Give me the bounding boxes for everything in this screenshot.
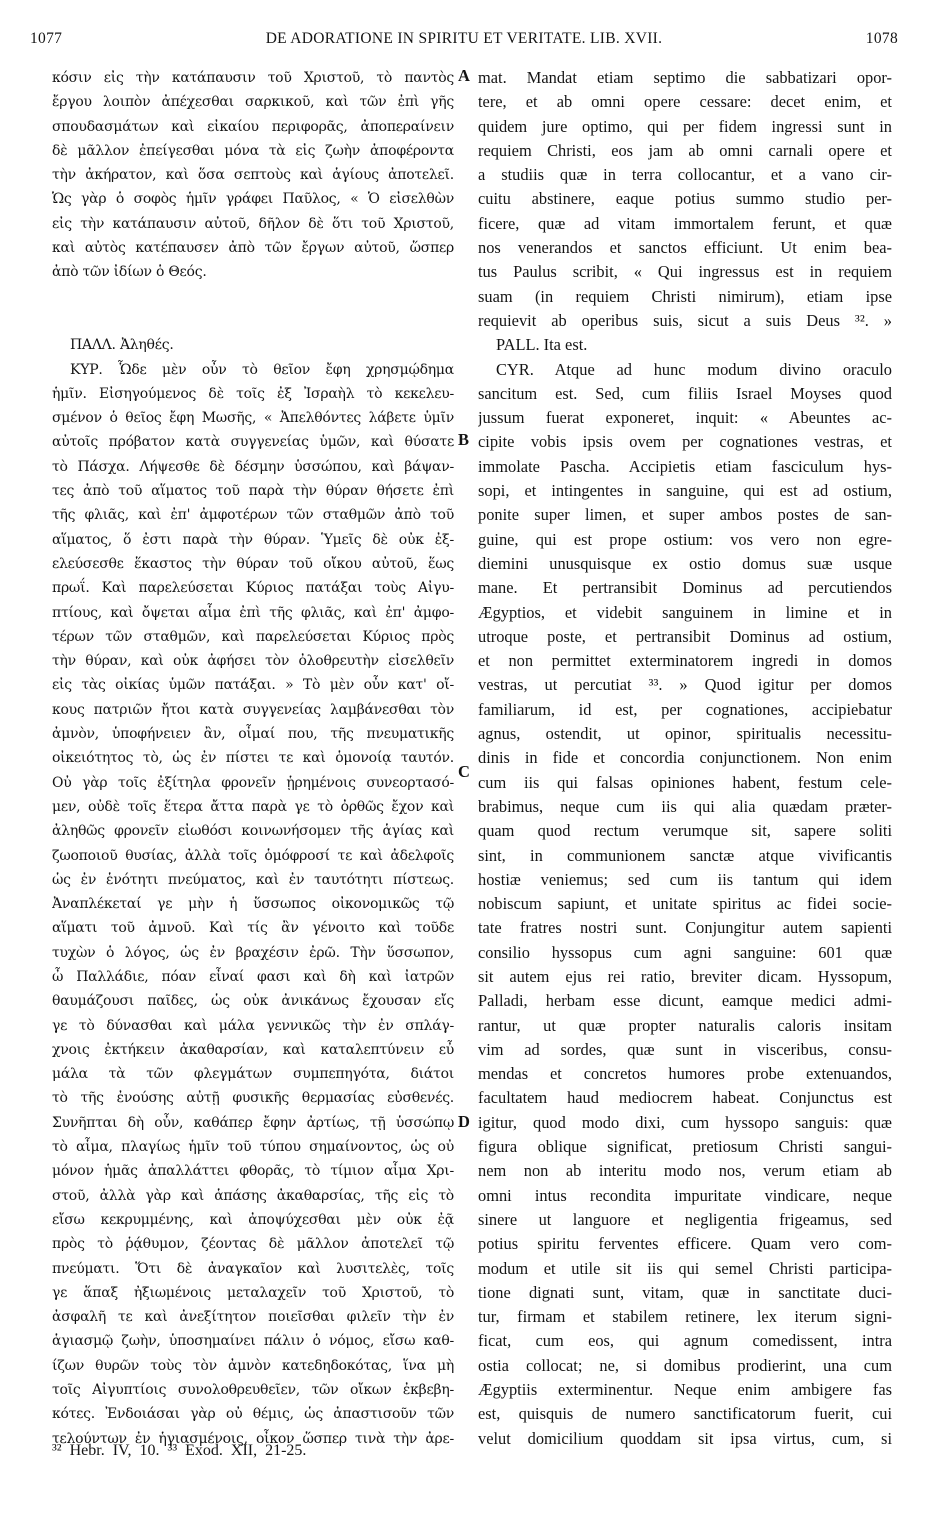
latin-text-line: a studiis quæ in terra collocantur, et a vano cir- bbox=[478, 165, 892, 185]
latin-text-line: ostia collocat; ne, si domibus prodierint, una cum bbox=[478, 1355, 892, 1375]
latin-text-line: CYR. Atque ad hunc modum divino oraculo bbox=[496, 359, 892, 379]
latin-text-line: est, quisquis de numero sanctificatorum fuerit, cui bbox=[478, 1404, 892, 1424]
greek-text-line: τυχὼν ὁ λόγος, ὡς ἐν βραχέσιν ἐρῶ. Τὴν ὕσσωπον, bbox=[52, 944, 454, 961]
latin-text-line: potius spiritu ferventes efficere. Quam vero com- bbox=[478, 1234, 892, 1254]
latin-text-line: igitur, quod modo dixi, cum hyssopo sanguis: quæ bbox=[478, 1112, 892, 1132]
latin-text-line: agnus, ostendit, ut opinor, spiritualis necessitu- bbox=[478, 724, 892, 744]
latin-text-line: tione dignati sunt, vitam, quæ in sanctitate duci- bbox=[478, 1282, 892, 1302]
greek-text-line: γε ἅπαξ ἠξιωμένοις μεταλαχεῖν τοῦ Χριστοῦ, τὸ bbox=[52, 1284, 454, 1301]
greek-text-line: πρὸς τὸ ῥᾴθυμον, ζέοντας δὲ μᾶλλον ἀποτελεῖ τῷ bbox=[52, 1236, 454, 1253]
greek-text-line: μόνον ἡμᾶς ἀπαλλάττει φθορᾶς, τὸ τίμιον αἷμα Χρι- bbox=[52, 1163, 454, 1180]
greek-text-line: τες ἀπὸ τοῦ αἵματος τοῦ παρὰ τὴν θύραν θήσετε ἐπὶ bbox=[52, 483, 454, 500]
latin-text-line: tur, firmam et stabilem retinere, lex iterum signi- bbox=[478, 1307, 892, 1327]
latin-text-line: sit autem ejus rei ratio, breviter dicam. Hyssopum, bbox=[478, 966, 892, 986]
greek-text-line: τὴν ἀκήρατον, καὶ ὅσα σεπτοὺς καὶ ἁγίους ἀποτελεῖ. bbox=[52, 167, 454, 184]
greek-column bbox=[52, 66, 454, 1451]
latin-text-line: diemini unusquisque ex ostio domus suæ usque bbox=[478, 553, 892, 573]
greek-text-line: αἵματος, ὅ ἐστι παρὰ τὴν θύραν. Ὑμεῖς δὲ οὐκ ἐξ- bbox=[52, 531, 454, 548]
running-title: DE ADORATIONE IN SPIRITU ET VERITATE. LIB. XVII. bbox=[265, 30, 663, 47]
greek-text-line: πρωΐ. Καὶ παρελεύσεται Κύριος πατάξαι τοὺς Αἰγυ- bbox=[52, 580, 454, 597]
latin-text-line: PALL. Ita est. bbox=[496, 335, 588, 355]
greek-text-line: ἀπὸ τῶν ἰδίων ὁ Θεός. bbox=[52, 264, 207, 281]
greek-text-line: τὴν θύραν, καὶ οὐκ ἀφήσει τὸν ὀλοθρευτὴν εἰσελθεῖν bbox=[52, 653, 454, 670]
latin-text-line: utroque poste, et pertransibit Dominus ad ostium, bbox=[478, 626, 892, 646]
latin-text-line: facultatem haud mediocrem habeat. Conjunctus est bbox=[478, 1088, 892, 1108]
latin-text-line: immolate Pascha. Accipietis etiam fasciculum hys- bbox=[478, 456, 892, 476]
greek-text-line: ἀμνὸν, ὑποφήνειεν ἂν, οἶμαί που, τῆς πνευματικῆς bbox=[52, 726, 454, 743]
latin-text-line: cipite vobis ipsis ovem per cognationes vestras, et bbox=[478, 432, 892, 452]
latin-text-line: tate fratres nostri sunt. Conjungitur autem sapienti bbox=[478, 918, 892, 938]
latin-text-line: figura oblique significat, pretiosum Christi sangui- bbox=[478, 1137, 892, 1157]
greek-text-line: τῆς φλιᾶς, καὶ ἐπ' ἀμφοτέρων τῶν σταθμῶν ἀπὸ τοῦ bbox=[52, 507, 454, 524]
greek-text-line: ἁγιασμῷ ζωὴν, ὑποσημαίνει πάλιν ὁ νόμος, εἴσω καθ- bbox=[52, 1333, 454, 1350]
latin-text-line: Ægyptiis exterminentur. Neque enim ambigere fas bbox=[478, 1380, 892, 1400]
latin-text-line: mane. Et pertransibit Dominus ad percutiendos bbox=[478, 578, 892, 598]
latin-column bbox=[478, 66, 892, 1451]
latin-text-line: velut domicilium quoddam sit ipsa virtus, cum, si bbox=[478, 1428, 892, 1448]
greek-text-line: Συνῆπται δὴ οὖν, καθάπερ ἔφην ἀρτίως, τῇ ὑσσώπῳ bbox=[52, 1114, 454, 1131]
greek-text-line: ὦ Παλλάδιε, πόαν εἶναί φασι καὶ δὴ καὶ ἰατρῶν bbox=[52, 968, 454, 985]
greek-text-line: ΚΥΡ. Ὧδε μὲν οὖν τὸ θεῖον ἔφη χρησμῴδημα bbox=[70, 361, 454, 378]
margin-letter-c: C bbox=[458, 762, 470, 781]
greek-text-line: ἀληθῶς φρονεῖν εἰωθόσι κοινωνήσομεν τῆς ἁγίας καὶ bbox=[52, 823, 454, 840]
latin-text-line: modum et utile sit iis qui semel Christi participa- bbox=[478, 1258, 892, 1278]
greek-text-line: γε τὸ δύνασθαι καὶ μάλα γεννικῶς τὴν ἐν σπλάγ- bbox=[52, 1017, 454, 1034]
greek-text-line: κότες. Ἐνδοιάσαι γὰρ οὐ θέμις, ὡς ἀπαστισοῦν τῶν bbox=[52, 1406, 454, 1423]
greek-text-line: μάλα τὰ τῶν φλεγμάτων συμπεπηγότα, διάτοι bbox=[52, 1066, 454, 1083]
greek-text-line: σμένον ὁ θεῖος ἔφη Μωσῆς, « Ἀπελθόντες λάβετε ὑμῖν bbox=[52, 410, 454, 427]
latin-text-line: nem non ab interitu modo nos, verum etiam ab bbox=[478, 1161, 892, 1181]
greek-text-line: τελούντων ἐν ἡγιασμένοις, οἶκον ὥσπερ τινὰ τὴν ἀρε- bbox=[52, 1430, 454, 1447]
greek-text-line bbox=[52, 285, 454, 309]
greek-text-line: ὡς ἐν ἑνότητι πνεύματος, καὶ ἐν ταυτότητι πίστεως. bbox=[52, 871, 454, 888]
latin-text-line: tus Paulus scribit, « Qui ingressus est in requiem bbox=[478, 262, 892, 282]
latin-text-line: quam quod rectum verumque sit, sapere soliti bbox=[478, 821, 892, 841]
latin-text-line: rantur, ut quæ propter naturalis caloris insitam bbox=[478, 1015, 892, 1035]
greek-text-line: τέρων τῶν σταθμῶν, καὶ παρελεύσεται Κύριος πρὸς bbox=[52, 628, 454, 645]
latin-text-line: sinere ut languore et negligentia frigeamus, sed bbox=[478, 1209, 892, 1229]
greek-text-line bbox=[52, 309, 454, 333]
latin-text-line: dinis in fide et concordia conjunctionem. Non enim bbox=[478, 748, 892, 768]
latin-text-line: nos venerandos et sanctos efficiunt. Ut enim bea- bbox=[478, 238, 892, 258]
greek-text-line: ἔργου λοιπὸν ἀπέχεσθαι σαρκικοῦ, καὶ τῶν ἐπὶ γῆς bbox=[52, 94, 454, 111]
latin-text-line: guine, qui est prope ostium: vos vero non egre- bbox=[478, 529, 892, 549]
footnotes: ³² Hebr. IV, 10. ³³ Exod. XII, 21-25. bbox=[52, 1442, 307, 1459]
greek-text-line: ἀσφαλῆ τε καὶ ἀνεξίτητον ποιεῖσθαι φιλεῖν τὴν ἐν bbox=[52, 1309, 454, 1326]
greek-text-line: πνεύματι. Ὅτι δὲ ἀναγκαῖον καὶ λυσιτελὲς, τοῖς bbox=[52, 1260, 454, 1277]
latin-text-line: requiem Christi, eos jam ab omni carnali opere et bbox=[478, 140, 892, 160]
latin-text-line: ponite super limen, et super ambos postes de san- bbox=[478, 505, 892, 525]
latin-text-line: vim ad sordes, quæ sunt in visceribus, consu- bbox=[478, 1039, 892, 1059]
margin-letter-b: B bbox=[458, 430, 470, 449]
greek-text-line: τὸ τῆς ἐνούσης αὐτῇ φυσικῆς θερμασίας εὐσθενές. bbox=[52, 1090, 454, 1107]
greek-text-line: πτίους, καὶ ὄψεται αἷμα ἐπὶ τῆς φλιᾶς, καὶ ἐπ' ἀμφο- bbox=[52, 604, 454, 621]
latin-text-line: ficat, cum eos, qui agnum comedissent, intra bbox=[478, 1331, 892, 1351]
greek-text-line: οἰκειότητος τὸ, ὡς ἐν πίστει τε καὶ ὁμονοίᾳ ταυτόν. bbox=[52, 750, 454, 767]
greek-text-line: ζωοποιοῦ θυσίας, ἀλλὰ τοῖς ὁμόφροσί τε καὶ ἀδελφοῖς bbox=[52, 847, 454, 864]
greek-text-line: θαυμάζουσι παῖδες, ὡς οὐκ ἀνικάνως ἔχουσαν εἴς bbox=[52, 993, 454, 1010]
latin-text-line: sint, in communionem sanctæ atque vivificantis bbox=[478, 845, 892, 865]
greek-text-line: κόσιν εἰς τὴν κατάπαυσιν τοῦ Χριστοῦ, τὸ παντὸς bbox=[52, 70, 454, 86]
greek-text-line: ἡμῖν. Εἰσηγούμενος δὲ τοῖς ἐξ Ἰσραὴλ τὸ κεκελευ- bbox=[52, 385, 454, 402]
page-number-right: 1078 bbox=[865, 30, 898, 47]
greek-text-line: αὐτοῖς πρόβατον κατὰ συγγενείας ὑμῶν, καὶ θύσατε bbox=[52, 434, 454, 451]
latin-text-line: jussum fuerat exponeret, inquit: « Abeuntes ac- bbox=[478, 408, 892, 428]
running-header bbox=[30, 30, 898, 60]
greek-text-line: χνοις ἐκτήκειν ἀκαθαρσίαν, καὶ καταλεπτύνειν εὖ bbox=[52, 1041, 454, 1058]
latin-text-line: Palladi, herbam esse dicunt, eamque medici admi- bbox=[478, 991, 892, 1011]
latin-text-line: cuitu abstinere, eaque potius summo studio per- bbox=[478, 189, 892, 209]
greek-text-line: τὸ Πάσχα. Λήψεσθε δὲ δέσμην ὑσσώπου, καὶ βάψαν- bbox=[52, 458, 454, 475]
greek-text-line: Ὡς γὰρ ὁ σοφὸς ἡμῖν γράφει Παῦλος, « Ὁ εἰσελθὼν bbox=[52, 191, 454, 208]
latin-text-line: quidem jure optimo, qui per fidem ingressi sunt in bbox=[478, 116, 892, 136]
latin-text-line: sancitum est. Sed, cum filiis Israel Moyses quod bbox=[478, 383, 892, 403]
greek-text-line: ελεύσεσθε ἕκαστος τὴν θύραν τοῦ οἴκου αὐτοῦ, ἕως bbox=[52, 555, 454, 572]
latin-text-line: consilio hyssopus cum agni sanguine: 601 quæ bbox=[478, 942, 892, 962]
greek-text-line: στοῦ, ἀλλὰ γὰρ καὶ ἁπάσης ἀκαθαρσίας, τῆς εἰς τὸ bbox=[52, 1187, 454, 1204]
latin-text-line: Ægyptios, et videbit sanguinem in limine et in bbox=[478, 602, 892, 622]
latin-text-line: suam (in requiem Christi nimirum), etiam ipse bbox=[478, 286, 892, 306]
greek-text-line: κους πατριῶν ἤτοι κατὰ συγγενείας λαμβάνεσθαι τὸν bbox=[52, 701, 454, 718]
latin-text-line: mat. Mandat etiam septimo die sabbatizari opor- bbox=[478, 68, 892, 87]
margin-letter-d: D bbox=[458, 1112, 470, 1131]
greek-text-line: δὲ μᾶλλον ἐπείγεσθαι μόνα τὰ εἰς ζωὴν ἀποφέροντα bbox=[52, 142, 454, 159]
latin-text-line: mendas et concretos humores probe extenuandos, bbox=[478, 1064, 892, 1084]
latin-text-line: omni intus recondita impuritate vindicare, neque bbox=[478, 1185, 892, 1205]
latin-text-line: et non permittet exterminatorem ingredi in domos bbox=[478, 651, 892, 671]
latin-text-line: brabimus, neque cum iis qui alia quædam præter- bbox=[478, 796, 892, 816]
greek-text-line: εἴσω κεκρυμμένης, καὶ ἀποψύχεσθαι μὲν οὐκ ἐᾷ bbox=[52, 1211, 454, 1228]
latin-text-line: sopi, et intingentes in sanguine, qui est ad ostium, bbox=[478, 481, 892, 501]
greek-text-line: Οὐ γὰρ τοῖς ἐξίτηλα φρονεῖν ᾑρημένοις συνεορτασό- bbox=[52, 774, 454, 791]
latin-text-line: vestras, ut percutiat ³³. » Quod igitur per domos bbox=[478, 675, 892, 695]
greek-text-line: ίζων θυρῶν τοὺς τὸν ἀμνὸν κατεδηδοκότας, ἵνα μὴ bbox=[52, 1357, 454, 1374]
greek-text-line: αἵματι τοῦ ἀμνοῦ. Καὶ τίς ἂν γένοιτο καὶ τοῦδε bbox=[52, 920, 454, 937]
greek-text-line: τοῖς Αἰγυπτίοις συνολοθρευθεῖεν, τῶν οἴκων ἐκβεβη- bbox=[52, 1382, 454, 1399]
latin-text-line: hostiæ veniemus; sed cum iis tantum qui idem bbox=[478, 869, 892, 889]
latin-text-line: nobiscum sapiunt, et unitate spiritus ac fidei socie- bbox=[478, 894, 892, 914]
greek-text-line: εἰς τὰς οἰκίας ὑμῶν πατάξαι. » Τὸ μὲν οὖν κατ' οἴ- bbox=[52, 677, 454, 694]
latin-text-line: requievit ab operibus suis, sicut a suis Deus ³². » bbox=[478, 310, 892, 330]
latin-text-line: tere, et ab omni opere cessare: decet enim, et bbox=[478, 92, 892, 112]
greek-text-line: εἰς τὴν κατάπαυσιν αὐτοῦ, δῆλον δὲ ὅτι τοῦ Χριστοῦ, bbox=[52, 215, 454, 232]
page-number-left: 1077 bbox=[30, 30, 63, 47]
greek-text-line: Ἀναπλέκεταί γε μὴν ἡ ὕσσωπος οἰκονομικῶς τῷ bbox=[52, 896, 454, 913]
latin-text-line: ficere, quæ ad vitam immortalem ferunt, et quæ bbox=[478, 213, 892, 233]
greek-text-line: μεν, οὐδὲ τοῖς ἕτερα ἄττα παρὰ γε τὸ ὀρθῶς ἔχον καὶ bbox=[52, 798, 454, 815]
greek-text-line: σπουδασμάτων καὶ εἰκαίου περιφορᾶς, ἀποπεραίνειν bbox=[52, 118, 454, 135]
greek-text-line: ΠΑΛΛ. Ἀληθές. bbox=[70, 337, 174, 354]
latin-text-line: familiarum, id est, per cognationes, accipiebatur bbox=[478, 699, 892, 719]
greek-text-line: καὶ αὐτὸς κατέπαυσεν ἀπὸ τῶν ἔργων αὐτοῦ, ὥσπερ bbox=[52, 240, 454, 257]
greek-text-line: τὸ αἷμα, πλαγίως ἡμῖν τοῦ τύπου σημαίνοντος, ὡς οὐ bbox=[52, 1139, 454, 1156]
margin-letter-a: A bbox=[458, 66, 470, 85]
latin-text-line: cum iis qui falsas opiniones habent, festum cele- bbox=[478, 772, 892, 792]
